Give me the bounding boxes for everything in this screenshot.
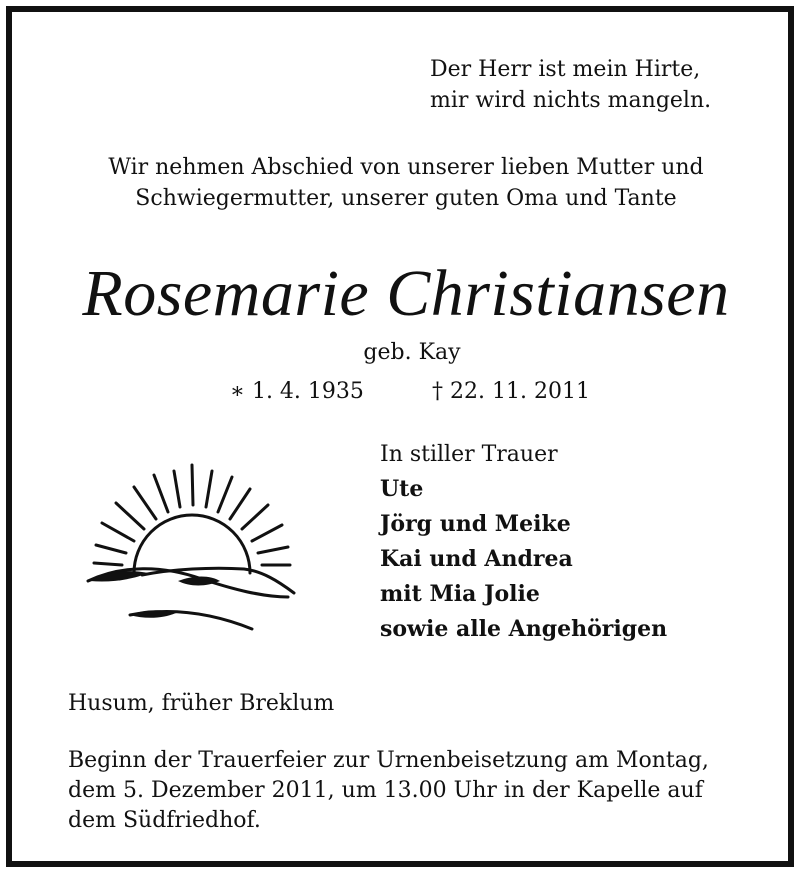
mourner-name: Kai und Andrea <box>380 546 573 572</box>
funeral-service-info <box>68 746 758 836</box>
service-line-3: dem Südfriedhof. <box>68 808 261 833</box>
mourner-name: Ute <box>380 476 424 502</box>
farewell-line-1: Wir nehmen Abschied von unserer lieben Mutter und <box>108 155 704 180</box>
maiden-name: geb. Kay <box>363 340 461 365</box>
place-of-residence: Husum, früher Breklum <box>68 691 335 716</box>
mourner-name: mit Mia Jolie <box>380 581 540 607</box>
deceased-name: Rosemarie Christiansen <box>82 257 730 330</box>
mourner-name: sowie alle Angehörigen <box>380 616 668 642</box>
service-line-1: Beginn der Trauerfeier zur Urnenbeisetzung am Montag, <box>68 748 709 773</box>
motto-verse <box>430 54 790 116</box>
mourners-list <box>380 437 667 647</box>
motto-line-2: mir wird nichts mangeln. <box>430 88 712 113</box>
service-line-2: dem 5. Dezember 2011, um 13.00 Uhr in der Kapelle auf <box>68 778 703 803</box>
mourner-name: Jörg und Meike <box>380 511 571 537</box>
farewell-text <box>12 152 800 214</box>
motto-line-1: Der Herr ist mein Hirte, <box>430 57 701 82</box>
mourners-intro: In stiller Trauer <box>380 442 558 467</box>
death-date: † 22. 11. 2011 <box>432 379 590 404</box>
farewell-line-2: Schwiegermutter, unserer guten Oma und Tante <box>135 186 677 211</box>
obituary-frame <box>6 6 794 867</box>
sunset-over-hills-icon <box>82 457 302 647</box>
birth-date: ∗ 1. 4. 1935 <box>230 379 364 404</box>
